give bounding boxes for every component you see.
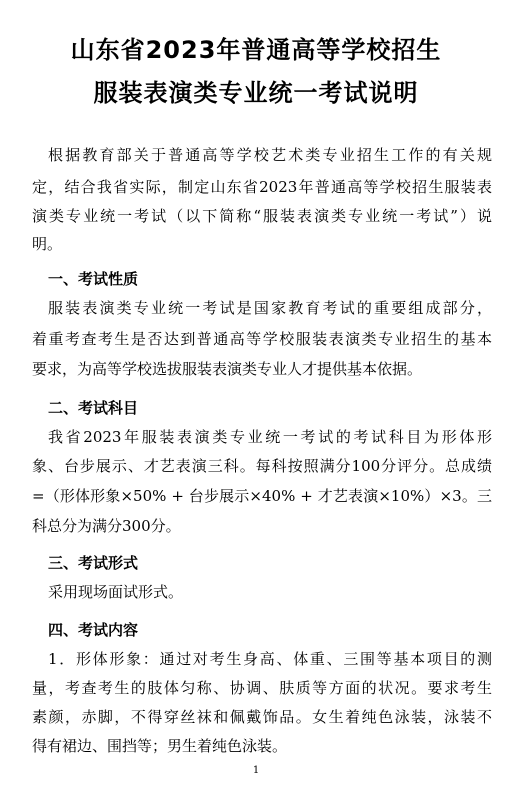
section-line: =（形体形象×50% + 台步展示×40% + 才艺表演×10%）×3。三 bbox=[32, 487, 492, 505]
section-line: 服装表演类专业统一考试是国家教育考试的重要组成部分， bbox=[48, 299, 492, 317]
intro-line: 根据教育部关于普通高等学校艺术类专业招生工作的有关规 bbox=[48, 146, 492, 164]
section-line: 得有裙边、围挡等；男生着纯色泳装。 bbox=[32, 737, 288, 755]
section-heading: 四、考试内容 bbox=[48, 621, 139, 639]
section-line: 量，考查考生的肢体匀称、协调、肤质等方面的状况。要求考生 bbox=[32, 679, 492, 697]
section-line: 1．形体形象：通过对考生身高、体重、三围等基本项目的测 bbox=[48, 650, 492, 668]
section-line: 科总分为满分300分。 bbox=[32, 517, 181, 535]
page-number: 1 bbox=[252, 765, 260, 776]
document-title-line-1: 山东省2023年普通高等学校招生 bbox=[70, 36, 442, 64]
intro-line: 演类专业统一考试（以下简称“服装表演类专业统一考试”）说 bbox=[32, 207, 492, 225]
section-line: 象、台步展示、才艺表演三科。每科按照满分100分评分。总成绩 bbox=[32, 457, 492, 475]
section-line: 着重考查考生是否达到普通高等学校服装表演类专业招生的基本 bbox=[32, 330, 492, 348]
section-line: 素颜，赤脚，不得穿丝袜和佩戴饰品。女生着纯色泳装，泳装不 bbox=[32, 708, 492, 726]
document-title-line-2: 服装表演类专业统一考试说明 bbox=[93, 79, 419, 107]
section-heading: 二、考试科目 bbox=[48, 399, 139, 417]
section-line: 我省2023年服装表演类专业统一考试的考试科目为形体形 bbox=[48, 428, 492, 446]
intro-line: 定，结合我省实际，制定山东省2023年普通高等学校招生服装表 bbox=[32, 178, 492, 196]
intro-line: 明。 bbox=[32, 235, 63, 253]
section-line: 采用现场面试形式。 bbox=[48, 583, 184, 601]
section-heading: 一、考试性质 bbox=[48, 270, 139, 288]
section-line: 要求，为高等学校选拔服装表演类专业人才提供基本依据。 bbox=[32, 360, 423, 378]
section-heading: 三、考试形式 bbox=[48, 554, 139, 572]
